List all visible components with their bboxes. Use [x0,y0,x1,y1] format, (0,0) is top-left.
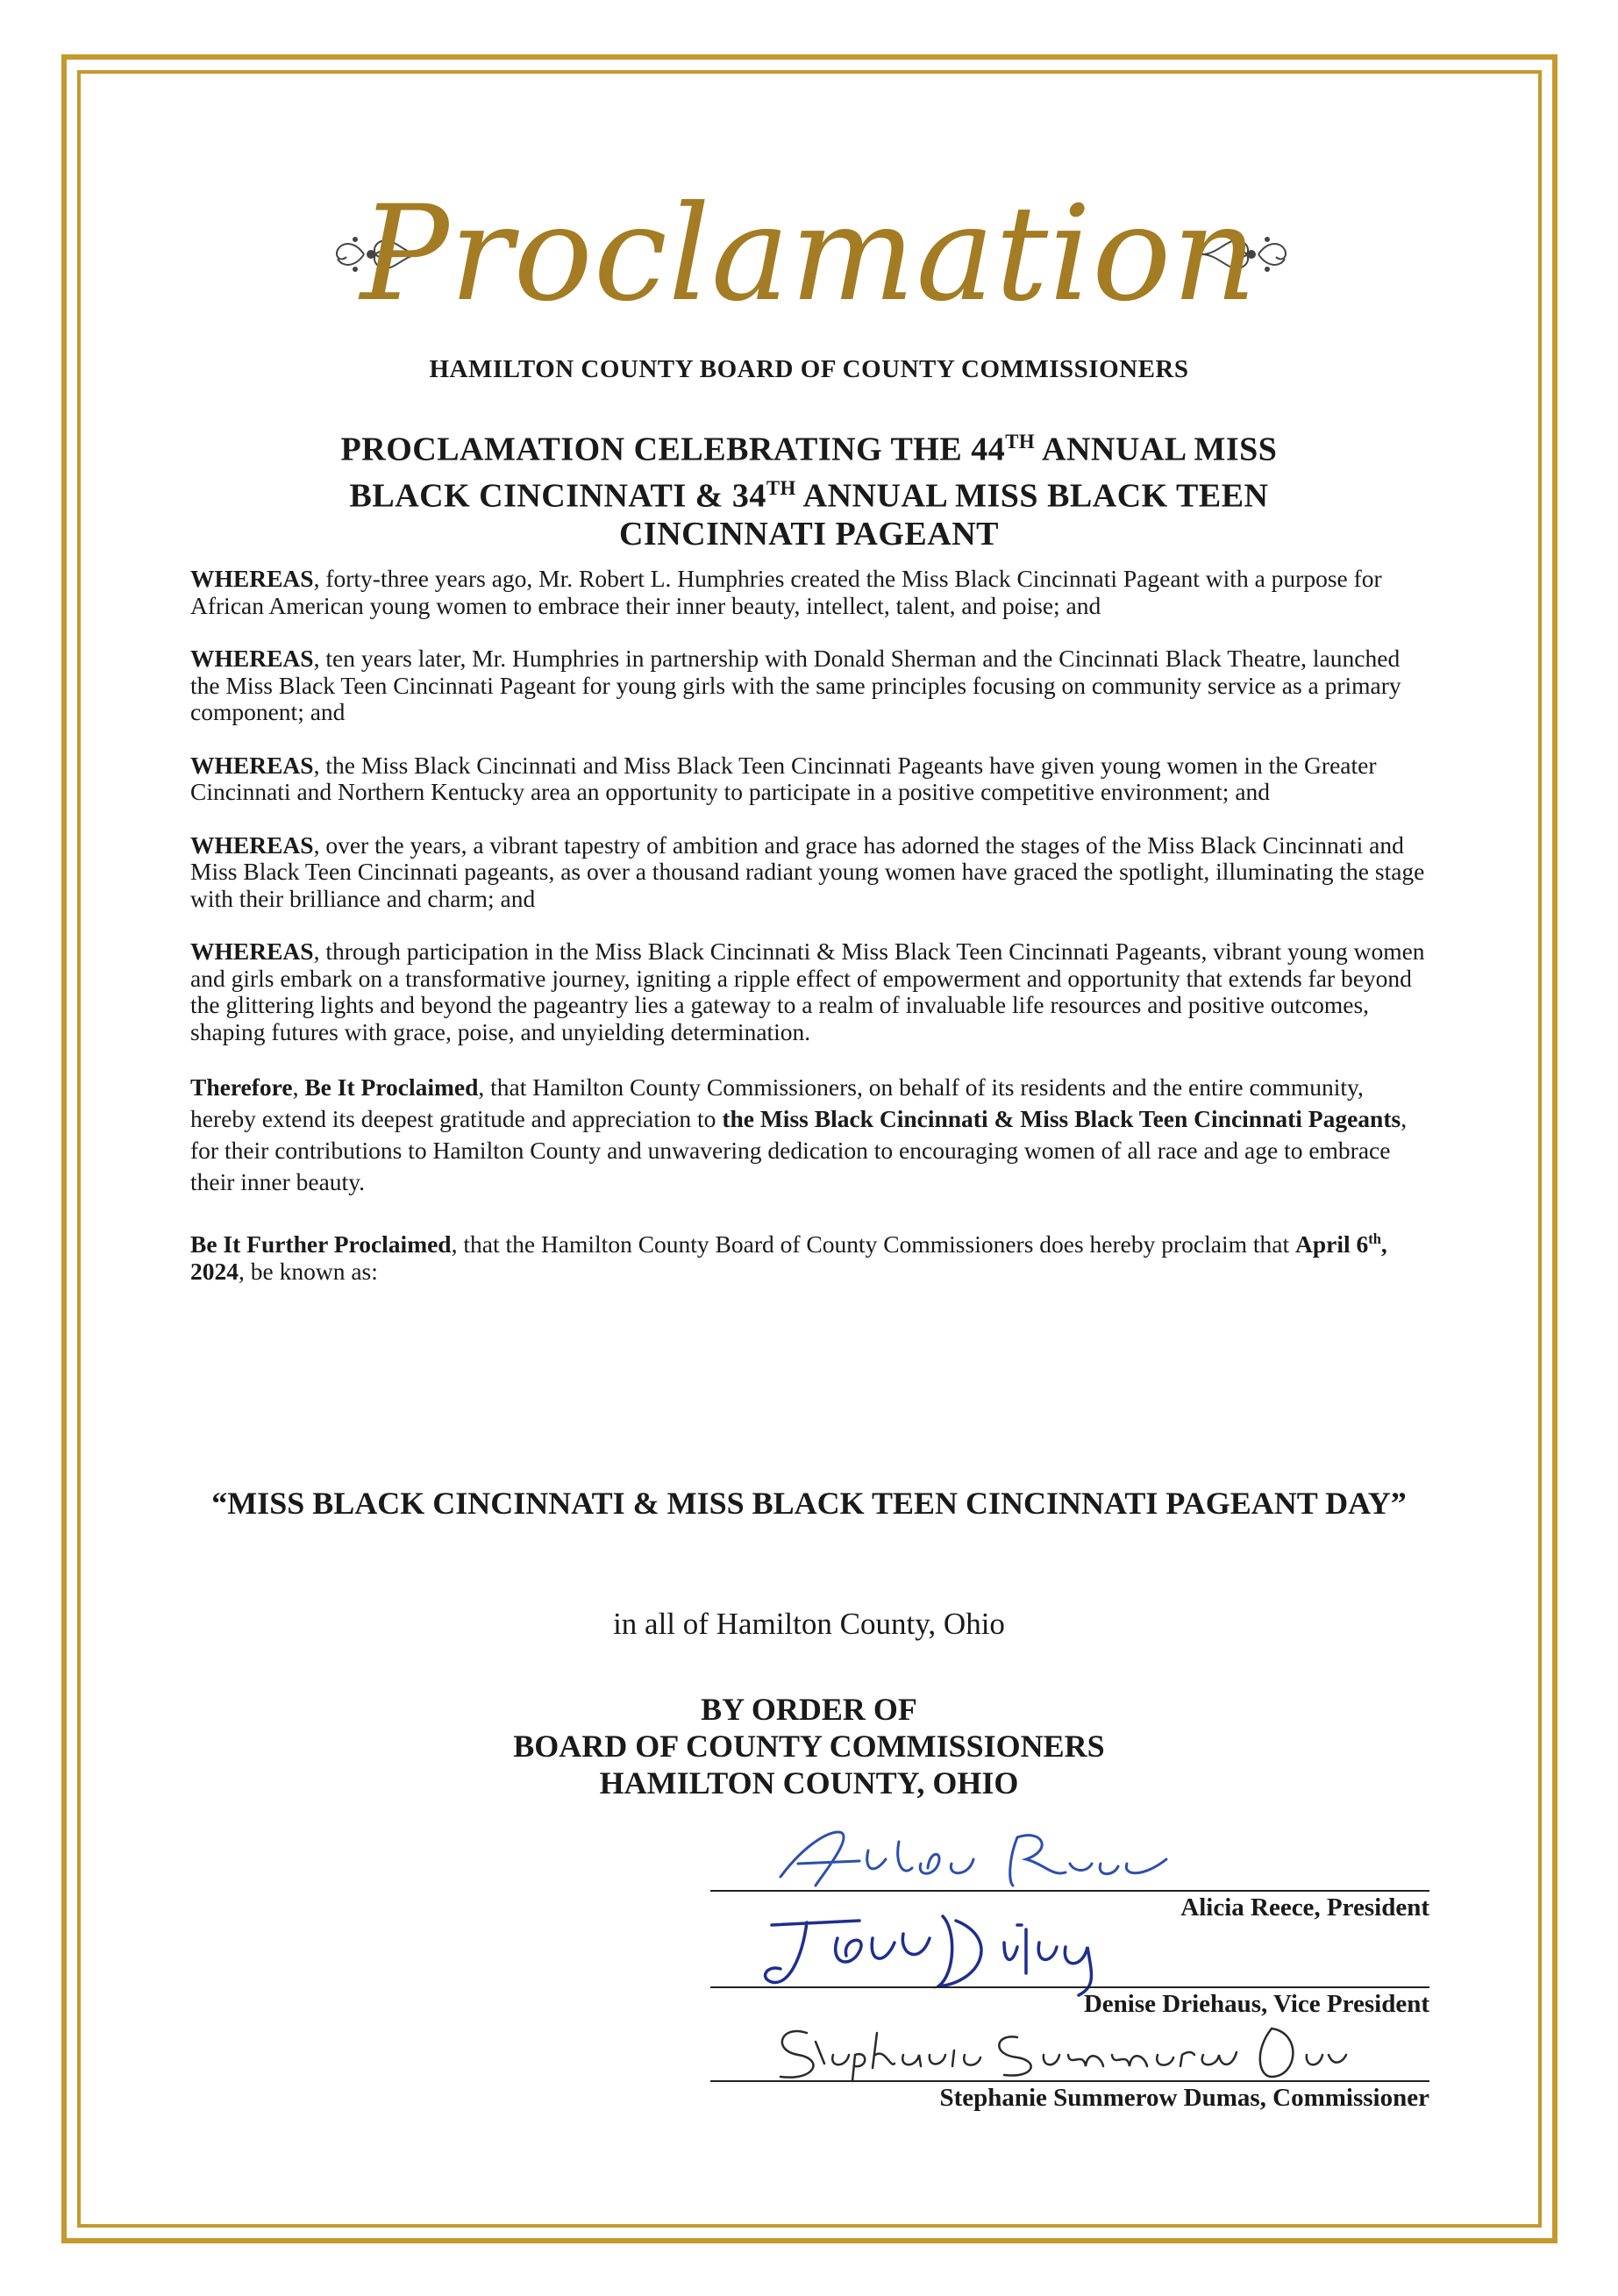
signature-line [710,1986,1429,1988]
further-proclaimed-paragraph: Be It Further Proclaimed, that the Hamilton County Board of County Commissioners does hereby proclaim that April 6th, 2024, be known as: [190,1230,1387,1285]
whereas-paragraph: WHEREAS, the Miss Black Cincinnati and Miss Black Teen Cincinnati Pageants have given young women in the Greater Cincinnati and Northern Kentucky area an opportunity to participate in a positive competitive environment; and [190,751,1377,805]
whereas-paragraph: WHEREAS, over the years, a vibrant tapestry of ambition and grace has adorned the stages of the Miss Black Cincinnati and Miss Black Teen Cincinnati pageants, as over a thousand radiant young women have graced the spotlight, illuminating the stage with their brilliance and charm; and [190,831,1425,912]
signature-alicia-reece [772,1824,1175,1894]
signature-line [710,1890,1429,1892]
whereas-paragraph: WHEREAS, ten years later, Mr. Humphries in partnership with Donald Sherman and the Cincinnati Black Theatre, launched the Miss Black Teen Cincinnati Pageant for young girls with the same principles focusing on community service as a primary component; and [190,645,1401,725]
signatory-name: Alicia Reece, President [1180,1893,1429,1922]
organization-name: HAMILTON COUNTY BOARD OF COUNTY COMMISSIONERS [429,355,1189,383]
location-line: in all of Hamilton County, Ohio [613,1607,1005,1641]
signature-denise-driehaus [754,1903,1158,2000]
whereas-paragraph: WHEREAS, forty-three years ago, Mr. Robert L. Humphries created the Miss Black Cincinnati Pageant with a purpose for African American young women to embrace their inner beauty, intellect, talent, and poise; and [190,565,1382,619]
proclamation-title: Proclamation [360,178,1258,331]
signature-block-vice-president [710,1986,1429,2019]
proclamation-body [190,566,1427,1311]
signatory-name: Denise Driehaus, Vice President [1083,1990,1429,2018]
whereas-paragraph: WHEREAS, through participation in the Miss Black Cincinnati & Miss Black Teen Cincinnati Pageants, vibrant young women and girls embark on a transformative journey, igniting a ripple effect of empowerment and opportunity that extends far beyond the glittering lights and beyond the pageantry lies a gateway to a realm of invaluable life resources and positive outcomes, shaping futures with grace, poise, and unyielding determination. [190,938,1425,1045]
therefore-paragraph: Therefore, Be It Proclaimed, that Hamilton County Commissioners, on behalf of its residents and the entire community, hereby extend its deepest gratitude and appreciation to the Miss Black Cincinnati & Miss Black Teen Cincinnati Pageants, for their contributions to Hamilton County and unwavering dedication to encouraging women of all race and age to embrace their inner beauty. [190,1073,1408,1195]
signatory-name: Stephanie Summerow Dumas, Commissioner [939,2084,1429,2112]
signature-block-commissioner [710,2080,1429,2113]
signature-stephanie-summerow-dumas [754,2015,1351,2086]
signature-line [710,2080,1429,2082]
pageant-day-title: “MISS BLACK CINCINNATI & MISS BLACK TEEN CINCINNATI PAGEANT DAY” [211,1486,1407,1521]
proclamation-heading: PROCLAMATION CELEBRATING THE 44TH ANNUAL MISS BLACK CINCINNATI & 34TH ANNUAL MISS BLACK TEEN CINCINNATI PAGEANT [340,431,1278,553]
by-order-block: BY ORDER OF BOARD OF COUNTY COMMISSIONERS HAMILTON COUNTY, OHIO [513,1692,1105,1800]
